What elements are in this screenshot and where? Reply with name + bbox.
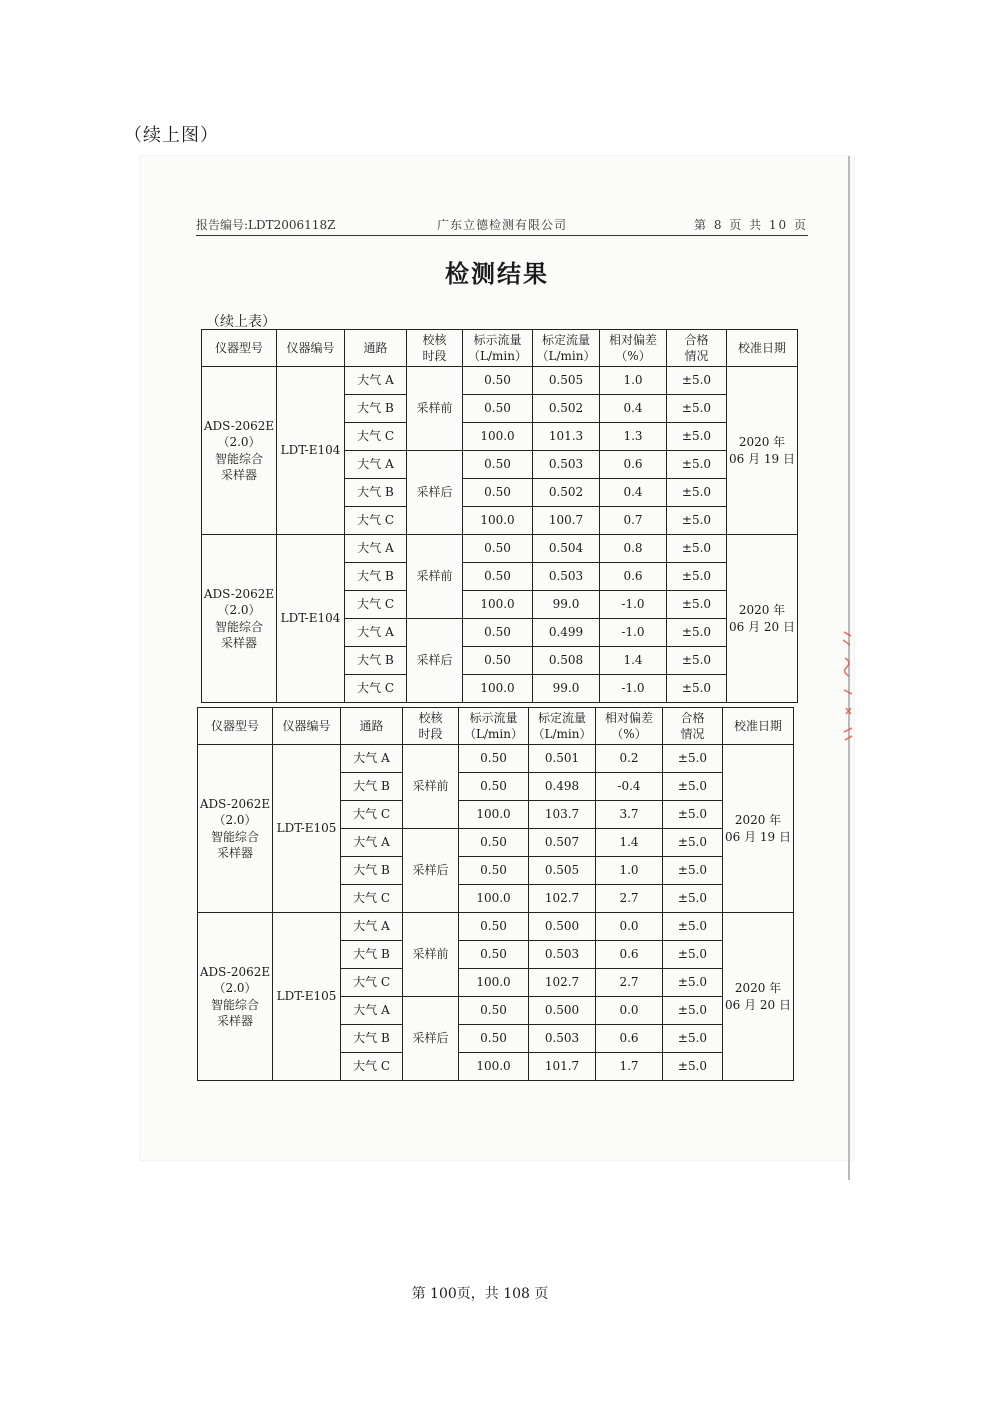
pass-cell: ±5.0	[667, 619, 727, 647]
indicated-cell: 0.50	[463, 479, 533, 507]
indicated-cell: 0.50	[463, 619, 533, 647]
period-cell: 采样前	[403, 745, 459, 829]
figure-continuation-caption: （续上图）	[124, 125, 219, 146]
indicated-cell: 0.50	[463, 367, 533, 395]
calibration-date-cell: 2020 年 06 月 20 日	[727, 535, 798, 703]
pass-cell: ±5.0	[667, 479, 727, 507]
calibrated-cell: 100.7	[533, 507, 600, 535]
header-pass: 合格 情况	[663, 708, 723, 745]
pass-cell: ±5.0	[667, 367, 727, 395]
page-footer: 第 100页，共 108 页	[411, 1286, 549, 1302]
pass-cell: ±5.0	[663, 941, 723, 969]
indicated-cell: 0.50	[463, 395, 533, 423]
channel-cell: 大气 B	[341, 773, 403, 801]
calibrated-cell: 0.508	[533, 647, 600, 675]
instrument-model-cell: ADS-2062E （2.0） 智能综合 采样器	[198, 745, 273, 913]
channel-cell: 大气 C	[345, 675, 407, 703]
period-cell: 采样后	[407, 451, 463, 535]
channel-cell: 大气 C	[341, 1053, 403, 1081]
deviation-cell: 0.0	[596, 913, 663, 941]
indicated-cell: 100.0	[459, 1053, 529, 1081]
report-title: 检测结果	[445, 259, 549, 288]
deviation-cell: 2.7	[596, 885, 663, 913]
indicated-cell: 100.0	[463, 591, 533, 619]
header-serial: 仪器编号	[277, 330, 345, 367]
indicated-cell: 100.0	[459, 801, 529, 829]
pass-cell: ±5.0	[667, 395, 727, 423]
header-serial: 仪器编号	[273, 708, 341, 745]
pass-cell: ±5.0	[667, 647, 727, 675]
indicated-cell: 0.50	[459, 745, 529, 773]
indicated-cell: 0.50	[463, 563, 533, 591]
indicated-cell: 0.50	[459, 857, 529, 885]
calibration-table-e104	[201, 329, 798, 703]
indicated-cell: 0.50	[459, 913, 529, 941]
header-period: 校核 时段	[403, 708, 459, 745]
pass-cell: ±5.0	[667, 675, 727, 703]
channel-cell: 大气 B	[345, 563, 407, 591]
pass-cell: ±5.0	[667, 451, 727, 479]
pass-cell: ±5.0	[667, 591, 727, 619]
channel-cell: 大气 A	[345, 451, 407, 479]
indicated-cell: 100.0	[459, 969, 529, 997]
calibration-date-cell: 2020 年 06 月 19 日	[723, 745, 794, 913]
channel-cell: 大气 B	[341, 941, 403, 969]
indicated-cell: 0.50	[459, 941, 529, 969]
calibrated-cell: 101.7	[529, 1053, 596, 1081]
pass-cell: ±5.0	[663, 1025, 723, 1053]
report-number: 报告编号:LDT2006118Z	[196, 218, 336, 232]
header-indicated-flow: 标示流量 （L/min）	[459, 708, 529, 745]
table-body	[198, 708, 794, 1081]
deviation-cell: 0.7	[600, 507, 667, 535]
header-row	[202, 330, 798, 367]
header-model: 仪器型号	[198, 708, 273, 745]
header-channel: 通路	[345, 330, 407, 367]
deviation-cell: 0.6	[600, 563, 667, 591]
header-row	[198, 708, 794, 745]
indicated-cell: 100.0	[463, 675, 533, 703]
deviation-cell: 3.7	[596, 801, 663, 829]
period-cell: 采样前	[407, 367, 463, 451]
indicated-cell: 0.50	[459, 1025, 529, 1053]
table-row	[202, 367, 798, 395]
calibrated-cell: 99.0	[533, 675, 600, 703]
channel-cell: 大气 B	[345, 647, 407, 675]
company-name: 广东立德检测有限公司	[436, 218, 567, 232]
deviation-cell: 0.6	[600, 451, 667, 479]
header-deviation: 相对偏差 （%）	[600, 330, 667, 367]
channel-cell: 大气 A	[345, 619, 407, 647]
channel-cell: 大气 A	[345, 367, 407, 395]
header-model: 仪器型号	[202, 330, 277, 367]
indicated-cell: 0.50	[463, 451, 533, 479]
pass-cell: ±5.0	[663, 745, 723, 773]
table-row	[198, 745, 794, 773]
channel-cell: 大气 B	[345, 395, 407, 423]
channel-cell: 大气 C	[345, 423, 407, 451]
report-header	[196, 216, 808, 236]
red-seal-stamp-fragment	[840, 628, 856, 748]
instrument-model-cell: ADS-2062E （2.0） 智能综合 采样器	[202, 535, 277, 703]
instrument-serial-cell: LDT-E104	[277, 367, 345, 535]
instrument-model-cell: ADS-2062E （2.0） 智能综合 采样器	[202, 367, 277, 535]
indicated-cell: 100.0	[463, 423, 533, 451]
pass-cell: ±5.0	[663, 773, 723, 801]
pass-cell: ±5.0	[663, 801, 723, 829]
deviation-cell: 0.4	[600, 479, 667, 507]
channel-cell: 大气 C	[341, 969, 403, 997]
channel-cell: 大气 A	[341, 829, 403, 857]
header-deviation: 相对偏差 （%）	[596, 708, 663, 745]
instrument-serial-cell: LDT-E105	[273, 745, 341, 913]
channel-cell: 大气 A	[341, 745, 403, 773]
report-page-count: 第 8 页 共 10 页	[694, 218, 808, 232]
period-cell: 采样后	[407, 619, 463, 703]
indicated-cell: 0.50	[463, 647, 533, 675]
calibrated-cell: 0.507	[529, 829, 596, 857]
calibrated-cell: 0.504	[533, 535, 600, 563]
calibration-date-cell: 2020 年 06 月 19 日	[727, 367, 798, 535]
table-row	[198, 913, 794, 941]
pass-cell: ±5.0	[667, 507, 727, 535]
pass-cell: ±5.0	[663, 913, 723, 941]
channel-cell: 大气 C	[341, 885, 403, 913]
deviation-cell: 0.6	[596, 941, 663, 969]
instrument-model-cell: ADS-2062E （2.0） 智能综合 采样器	[198, 913, 273, 1081]
header-period: 校核 时段	[407, 330, 463, 367]
calibrated-cell: 0.498	[529, 773, 596, 801]
deviation-cell: -1.0	[600, 619, 667, 647]
pass-cell: ±5.0	[667, 535, 727, 563]
channel-cell: 大气 A	[341, 913, 403, 941]
channel-cell: 大气 A	[345, 535, 407, 563]
channel-cell: 大气 A	[341, 997, 403, 1025]
indicated-cell: 100.0	[459, 885, 529, 913]
deviation-cell: 0.8	[600, 535, 667, 563]
deviation-cell: 0.2	[596, 745, 663, 773]
scanned-report-page	[140, 156, 854, 1160]
channel-cell: 大气 C	[341, 801, 403, 829]
channel-cell: 大气 B	[345, 479, 407, 507]
calibrated-cell: 101.3	[533, 423, 600, 451]
table-row	[202, 535, 798, 563]
table-body	[202, 330, 798, 703]
channel-cell: 大气 C	[345, 591, 407, 619]
calibrated-cell: 0.503	[533, 563, 600, 591]
header-date: 校准日期	[723, 708, 794, 745]
deviation-cell: -1.0	[600, 675, 667, 703]
header-indicated-flow: 标示流量 （L/min）	[463, 330, 533, 367]
pass-cell: ±5.0	[663, 997, 723, 1025]
calibrated-cell: 0.505	[533, 367, 600, 395]
channel-cell: 大气 B	[341, 1025, 403, 1053]
indicated-cell: 0.50	[459, 773, 529, 801]
channel-cell: 大气 C	[345, 507, 407, 535]
calibrated-cell: 99.0	[533, 591, 600, 619]
deviation-cell: 1.7	[596, 1053, 663, 1081]
calibrated-cell: 0.505	[529, 857, 596, 885]
calibrated-cell: 102.7	[529, 969, 596, 997]
header-pass: 合格 情况	[667, 330, 727, 367]
calibrated-cell: 102.7	[529, 885, 596, 913]
channel-cell: 大气 B	[341, 857, 403, 885]
indicated-cell: 0.50	[459, 997, 529, 1025]
calibrated-cell: 0.501	[529, 745, 596, 773]
header-date: 校准日期	[727, 330, 798, 367]
calibrated-cell: 103.7	[529, 801, 596, 829]
calibrated-cell: 0.503	[533, 451, 600, 479]
instrument-serial-cell: LDT-E105	[273, 913, 341, 1081]
calibrated-cell: 0.502	[533, 479, 600, 507]
deviation-cell: 1.0	[600, 367, 667, 395]
pass-cell: ±5.0	[663, 885, 723, 913]
header-calibrated-flow: 标定流量 （L/min）	[533, 330, 600, 367]
header-divider	[196, 235, 808, 236]
pass-cell: ±5.0	[667, 423, 727, 451]
calibrated-cell: 0.500	[529, 913, 596, 941]
indicated-cell: 0.50	[459, 829, 529, 857]
deviation-cell: 1.4	[600, 647, 667, 675]
calibrated-cell: 0.499	[533, 619, 600, 647]
period-cell: 采样前	[403, 913, 459, 997]
pass-cell: ±5.0	[663, 829, 723, 857]
calibrated-cell: 0.500	[529, 997, 596, 1025]
indicated-cell: 100.0	[463, 507, 533, 535]
pass-cell: ±5.0	[667, 563, 727, 591]
header-calibrated-flow: 标定流量 （L/min）	[529, 708, 596, 745]
indicated-cell: 0.50	[463, 535, 533, 563]
deviation-cell: 2.7	[596, 969, 663, 997]
pass-cell: ±5.0	[663, 1053, 723, 1081]
calibration-table-e105	[197, 707, 794, 1081]
deviation-cell: -0.4	[596, 773, 663, 801]
calibrated-cell: 0.502	[533, 395, 600, 423]
pass-cell: ±5.0	[663, 969, 723, 997]
calibration-date-cell: 2020 年 06 月 20 日	[723, 913, 794, 1081]
header-channel: 通路	[341, 708, 403, 745]
period-cell: 采样前	[407, 535, 463, 619]
calibrated-cell: 0.503	[529, 1025, 596, 1053]
table-continuation-caption: （续上表）	[206, 314, 276, 330]
deviation-cell: 1.0	[596, 857, 663, 885]
deviation-cell: 0.6	[596, 1025, 663, 1053]
period-cell: 采样后	[403, 829, 459, 913]
calibrated-cell: 0.503	[529, 941, 596, 969]
period-cell: 采样后	[403, 997, 459, 1081]
instrument-serial-cell: LDT-E104	[277, 535, 345, 703]
deviation-cell: 0.0	[596, 997, 663, 1025]
deviation-cell: 0.4	[600, 395, 667, 423]
deviation-cell: 1.3	[600, 423, 667, 451]
deviation-cell: -1.0	[600, 591, 667, 619]
pass-cell: ±5.0	[663, 857, 723, 885]
deviation-cell: 1.4	[596, 829, 663, 857]
